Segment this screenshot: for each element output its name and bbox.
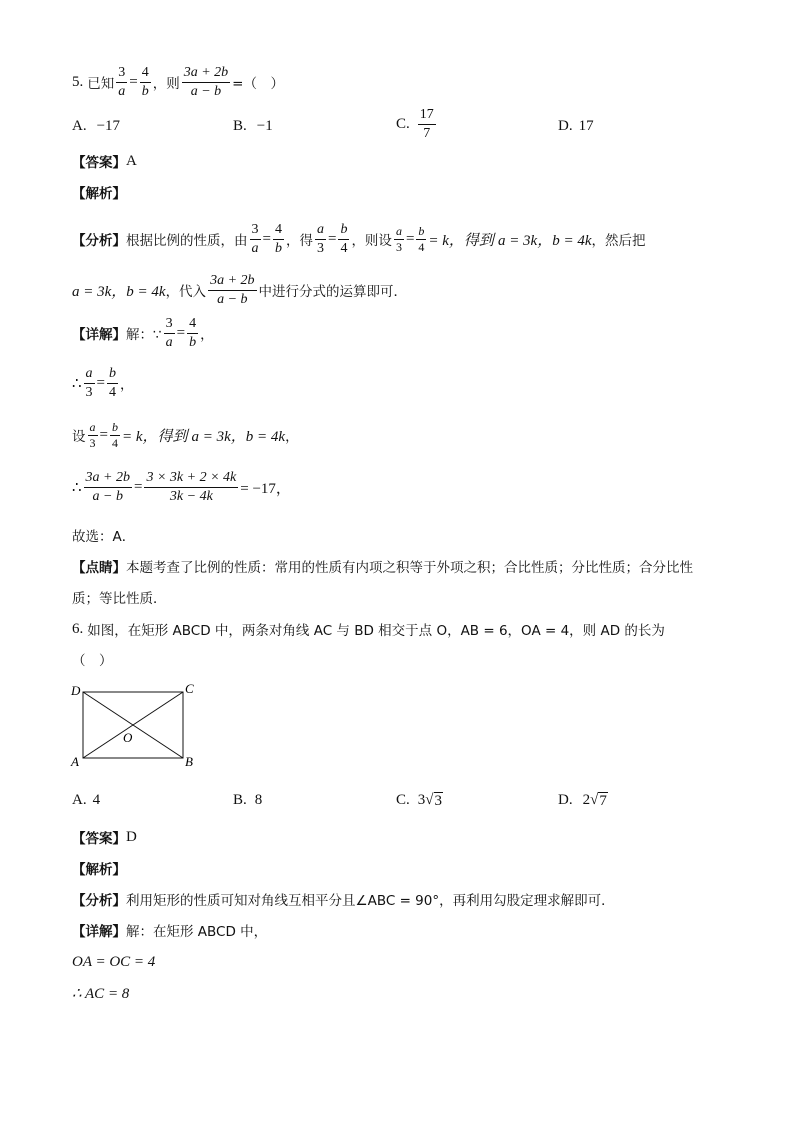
q5-analysis-label: 【解析】: [72, 186, 126, 202]
q5-cond-fraction-1: $\frac{3}{a}$: [118, 64, 126, 99]
label-o: O: [123, 730, 133, 745]
q5-option-d: D. 17: [558, 117, 594, 134]
q6-stem-line-2: （ ）: [72, 653, 113, 669]
q5-target-expression: $\frac{3a + 2b}{a - b}$: [183, 64, 229, 99]
q6-option-c: C. 3 √ 3: [396, 791, 442, 809]
q6-detail-line-1: 【详解】 解：在矩形 ABCD 中，: [72, 924, 268, 940]
q5-detail-line-1: 【详解】 解：∵ $\frac{3}{a}$ = $\frac{4}{b}$ ，: [72, 315, 214, 350]
q5-detail-line-2: ∴ $\frac{a}{3}$ = $\frac{b}{4}$ ，: [72, 365, 134, 400]
q6-option-b: B. 8: [233, 791, 263, 808]
q5-answer: 【答案】 A: [72, 152, 137, 171]
label-c: C: [185, 682, 194, 696]
q6-analysis-label: 【解析】: [72, 862, 126, 878]
q5-fenxi-line-1: 【分析】 根据比例的性质，由 $\frac{3}{a}$ = $\frac{4}{b}$ ，得 $\frac{a}{3}$ = $\frac{b}{4}$ ，则设 $\frac{a}{3}$ = $\frac{b}{4}$ = k，得到 a = 3k，b = 4k ，然后把: [72, 221, 646, 256]
q5-detail-line-3: 设 $\frac{a}{3}$ = $\frac{b}{4}$ = k，得到 a = 3k，b = 4k ，: [72, 419, 299, 450]
q6-stem-line-1: 6. 如图，在矩形 ABCD 中，两条对角线 AC 与 BD 相交于点 O，AB = 6，OA = 4，则 AD 的长为: [72, 620, 665, 639]
q6-answer: 【答案】 D: [72, 828, 137, 847]
q6-detail-line-2: OA = OC = 4: [72, 953, 156, 970]
label-b: B: [185, 754, 193, 769]
q6-detail-line-3: ∴ AC = 8: [72, 985, 130, 1002]
q5-fenxi-line-2: a = 3k，b = 4k ，代入 $\frac{3a + 2b}{a - b}$ 中进行分式的运算即可．: [72, 272, 408, 307]
q5-dianjing-line-1: 【点睛】 本题考查了比例的性质：常用的性质有内项之积等于外项之积；合比性质；分比性质；合分比性: [72, 560, 693, 576]
q6-fenxi: 【分析】 利用矩形的性质可知对角线互相平分且∠ABC = 90°，再利用勾股定理求解即可．: [72, 893, 615, 909]
q5-choose: 故选：A．: [72, 529, 136, 545]
q5-stem-prefix: 已知: [87, 76, 115, 92]
q5-option-b: B. −1: [233, 117, 273, 134]
label-a: A: [71, 754, 79, 769]
q5-option-a: A. −17: [72, 117, 121, 134]
q5-detail-line-4: ∴ $\frac{3a + 2b}{a - b}$ = $\frac{3 \times 3k + 2 \times 4k}{3k - 4k}$ = −17，: [72, 469, 291, 504]
q6-option-a: A. 4: [72, 791, 101, 808]
q5-cond-fraction-2: $\frac{4}{b}$: [141, 64, 149, 99]
label-d: D: [71, 683, 81, 698]
q5-number: 5.: [72, 73, 84, 90]
rectangle-diagram: [68, 682, 208, 772]
q5-dianjing-line-2: 质；等比性质．: [72, 591, 167, 607]
q5-stem: 5. 已知 $\frac{3}{a}$ = $\frac{4}{b}$ ，则 $\frac{3a + 2b}{a - b}$ =（ ）: [72, 64, 284, 99]
q6-option-d: D. 2 √ 7: [558, 791, 607, 809]
q5-option-c: C. $\frac{17}{7}$: [396, 106, 434, 141]
